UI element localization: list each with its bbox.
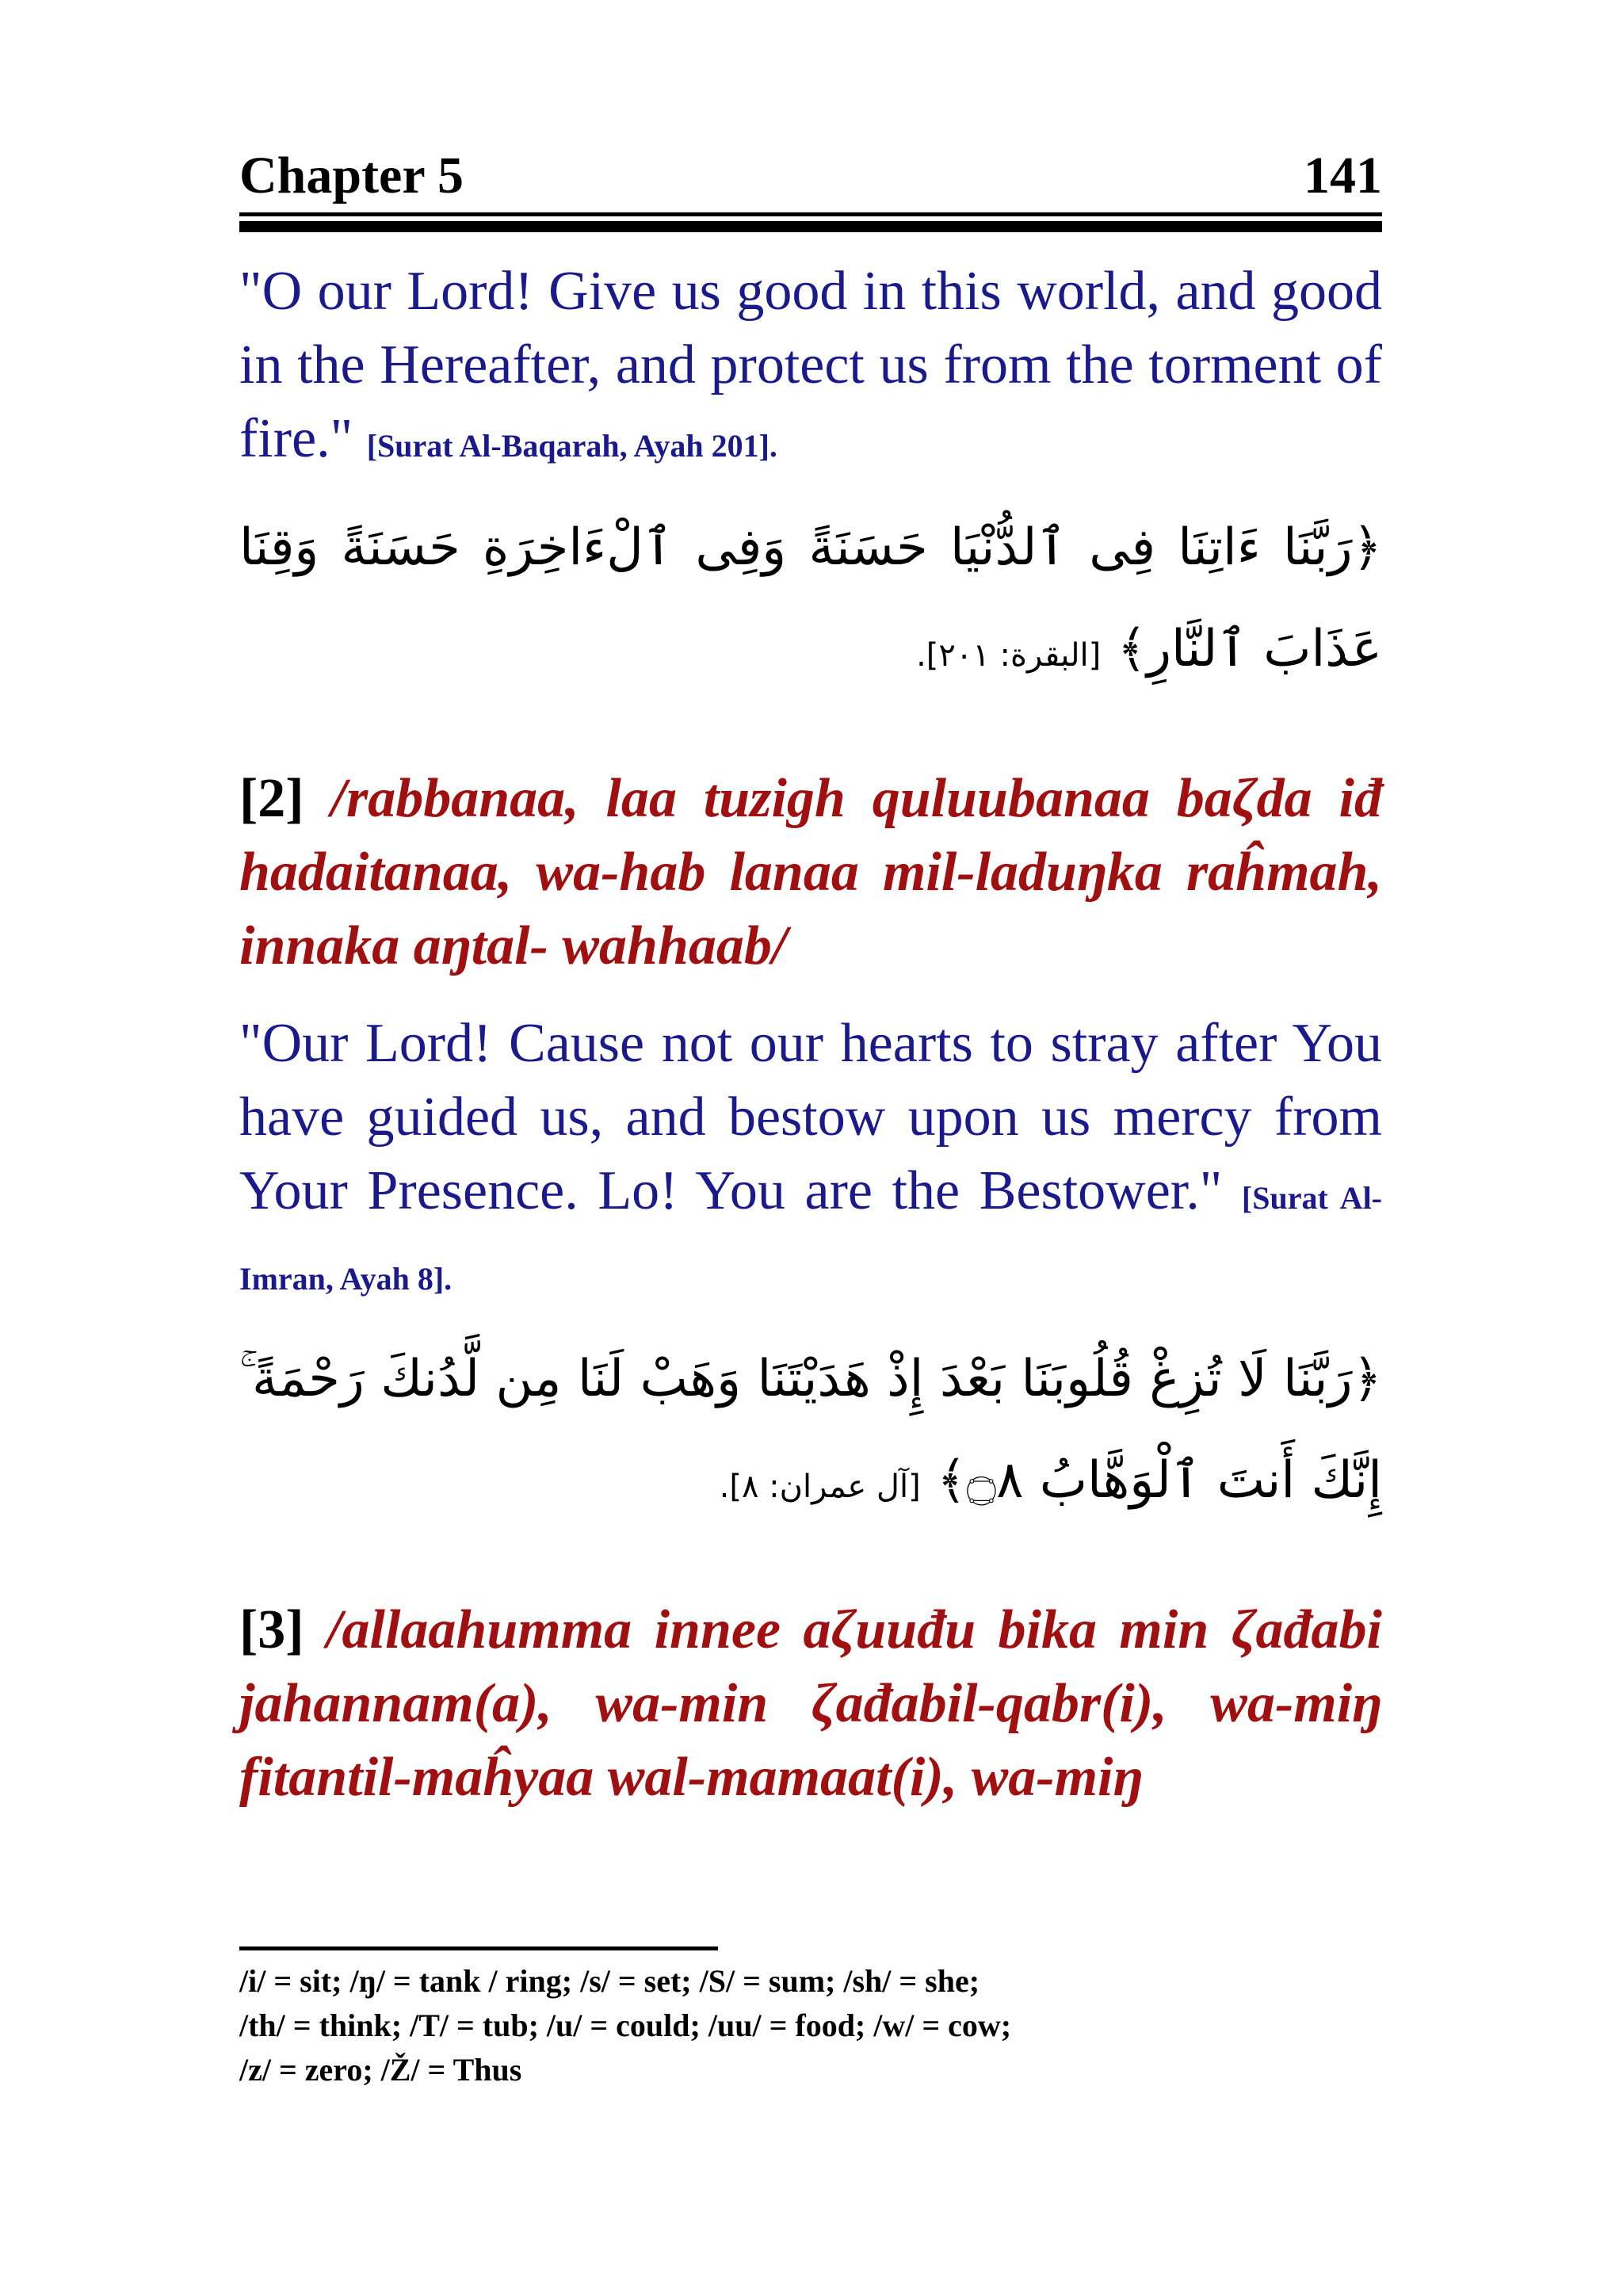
verse-reference: [Surat Al-Baqarah, Ayah 201]. xyxy=(366,428,777,464)
footnote-rule xyxy=(239,1946,718,1950)
verse-translation-2 xyxy=(239,1007,1382,1316)
page-number: 141 xyxy=(1304,147,1382,204)
footnote-line: /z/ = zero; /Ž/ = Thus xyxy=(239,2052,522,2088)
page xyxy=(239,141,1382,1814)
transliteration-3 xyxy=(239,1593,1382,1814)
header-rule xyxy=(239,212,1382,216)
arabic-reference: [البقرة: ٢٠١]. xyxy=(916,637,1102,674)
footnote-line: /i/ = sit; /ŋ/ = tank / ring; /s/ = set; /S/ = sum; /sh/ = she; xyxy=(239,1963,980,1999)
verse-reference: [Surat Al-Imran, Ayah 8]. xyxy=(239,1180,1383,1297)
arabic-verse-1 xyxy=(239,497,1382,706)
transliteration-text: /allaahumma innee aζuuđu bika min ζađabi jahannam(a), wa-min ζađabil-qabr(i), wa-miŋ fitantil-maĥyaa wal-mamaat(i), wa-miŋ xyxy=(239,1599,1383,1808)
pronunciation-footnote xyxy=(239,1959,1382,2092)
item-number: [2] xyxy=(239,768,304,829)
transliteration-2 xyxy=(239,762,1382,983)
translation-text: "Our Lord! Cause not our hearts to stray after You have guided us, and bestow upon us mercy from Your Presence. Lo! You are the Bestower." xyxy=(239,1013,1382,1221)
translation-text: "O our Lord! Give us good in this world, and good in the Hereafter, and protect us from the torment of fire." xyxy=(239,261,1382,469)
verse-translation-1 xyxy=(239,254,1382,483)
item-number: [3] xyxy=(239,1599,304,1660)
arabic-verse-2 xyxy=(239,1328,1382,1538)
arabic-text: ﴿رَبَّنَا لَا تُزِغْ قُلُوبَنَا بَعْدَ إِذْ هَدَيْتَنَا وَهَبْ لَنَا مِن لَّدُنكَ رَحْمَةً ۚ إِنَّكَ أَنتَ ٱلْوَهَّابُ ۝٨﴾ xyxy=(239,1350,1382,1510)
arabic-text: ﴿رَبَّنَا ءَاتِنَا فِى ٱلدُّنْيَا حَسَنَةً وَفِى ٱلْءَاخِرَةِ حَسَنَةً وَقِنَا عَذَابَ ٱلنَّارِ﴾ xyxy=(239,518,1382,678)
page-header xyxy=(239,141,1382,206)
arabic-reference: [آل عمران: ٨]. xyxy=(719,1469,921,1505)
header-rule-thick xyxy=(239,221,1382,232)
footnote-line: /th/ = think; /T/ = tub; /u/ = could; /uu/ = food; /w/ = cow; xyxy=(239,2008,1012,2043)
chapter-title: Chapter 5 xyxy=(239,147,464,204)
transliteration-text: /rabbanaa, laa tuzigh quluubanaa baζda iđ hadaitanaa, wa-hab lanaa mil-laduŋka raĥmah, innaka aŋtal- wahhaab/ xyxy=(239,768,1382,976)
